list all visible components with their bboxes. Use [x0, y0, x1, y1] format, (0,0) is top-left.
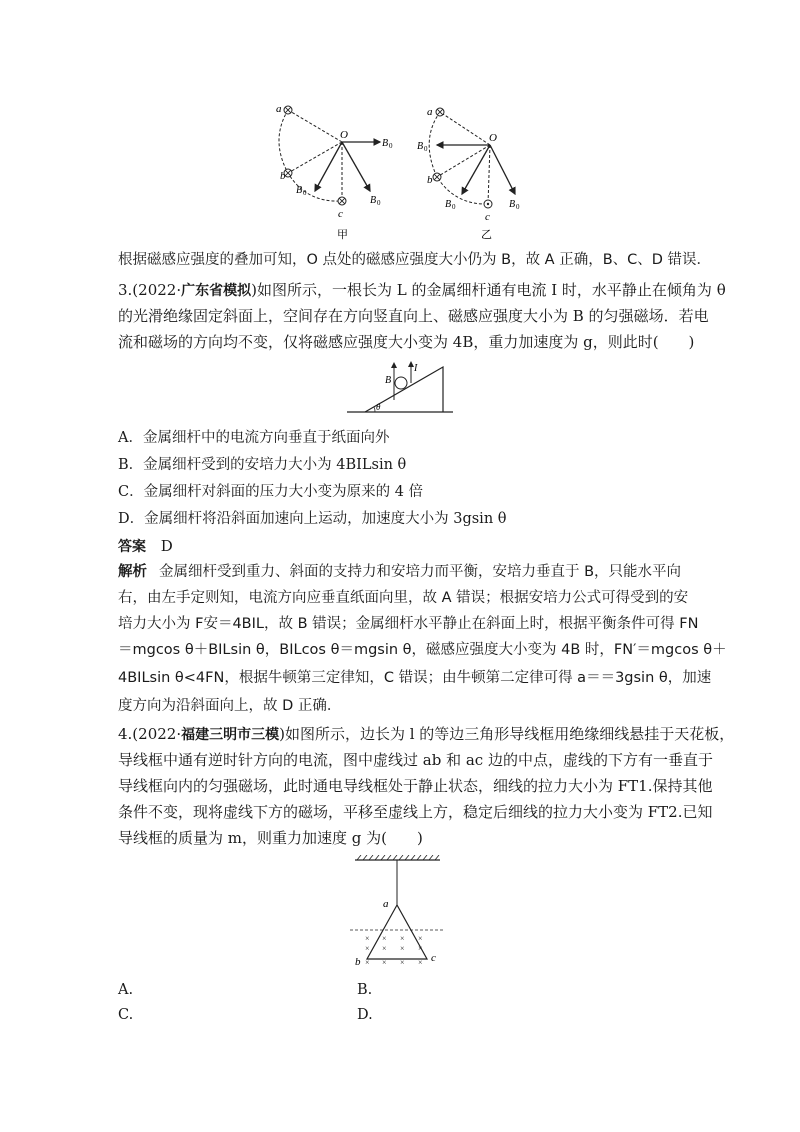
q4-source-suffix: )	[279, 725, 285, 743]
svg-text:a: a	[427, 106, 433, 118]
q3-analysis-line1	[118, 562, 681, 582]
q3-line2: 的光滑绝缘固定斜面上，空间存在方向竖直向上、磁感应强度大小为 B 的匀强磁场．若电	[118, 307, 709, 325]
q3-analysis-line4: ＝mgcos θ＋BILsin θ，BILcos θ＝mgsin θ，磁感应强度大小变为 4B 时，FN′＝mgcos θ＋	[118, 642, 727, 658]
q3-line3: 流和磁场的方向均不变，仅将磁感应强度大小变为 4B，重力加速度为 g，则此时( )	[118, 333, 695, 351]
q4-line2: 导线框中通有逆时针方向的电流，图中虚线过 ab 和 ac 边的中点，虚线的下方有一垂直于	[118, 751, 713, 769]
svg-text:b: b	[280, 170, 286, 182]
answer-value: D	[160, 537, 173, 555]
q4-line1	[118, 724, 734, 745]
svg-text:c: c	[431, 952, 436, 964]
triangle-frame-figure	[345, 855, 455, 973]
svg-text:0: 0	[377, 199, 381, 207]
q4-option-d: D.	[357, 1007, 373, 1023]
svg-text:a: a	[383, 898, 389, 910]
figure-yi	[415, 95, 555, 245]
svg-text:c: c	[338, 208, 343, 220]
svg-text:×: ×	[418, 958, 423, 967]
q3-answer	[118, 536, 173, 557]
svg-text:B: B	[296, 185, 303, 196]
dot-circle-icon	[484, 200, 492, 208]
svg-text:B: B	[370, 195, 377, 206]
cross-circle-icon	[436, 108, 444, 116]
svg-text:b: b	[427, 174, 433, 186]
q3-source-suffix: )	[251, 281, 257, 299]
svg-text:×: ×	[382, 944, 387, 953]
q4-line5: 导线框的质量为 m，则重力加速度 g 为( )	[118, 829, 423, 847]
q3-analysis-line6: 度方向为沿斜面向上，故 D 正确．	[118, 698, 342, 714]
q4-option-a: A.	[118, 982, 134, 998]
answer-label: 答案	[118, 539, 146, 555]
q4-stem-text: 如图所示，边长为 l 的等边三角形导线框用绝缘细线悬挂于天花板，	[284, 725, 735, 743]
cross-circle-icon	[433, 173, 441, 181]
svg-text:×: ×	[400, 934, 405, 943]
svg-text:乙: 乙	[481, 229, 492, 241]
svg-text:×: ×	[400, 944, 405, 953]
q4-option-b: B.	[357, 982, 373, 998]
q3-analysis-line3: 培力大小为 F安＝4BIL，故 B 错误；金属细杆水平静止在斜面上时，根据平衡条件可得 FN	[118, 616, 699, 632]
q3-analysis-line2: 右，由左手定则知，电流方向应垂直纸面向里，故 A 错误；根据安培力公式可得受到的安	[118, 590, 689, 606]
q3-option-d: D．金属细杆将沿斜面加速向上运动，加速度大小为 3gsin θ	[118, 511, 507, 527]
svg-text:×: ×	[382, 958, 387, 967]
q4-source-prefix: 4.(2022·	[118, 725, 182, 743]
svg-text:0: 0	[452, 203, 456, 211]
svg-text:B: B	[382, 138, 389, 149]
svg-text:×: ×	[382, 934, 387, 943]
prev-conclusion: 根据磁感应强度的叠加可知，O 点处的磁感应强度大小仍为 B，故 A 正确，B、C、D 错误．	[118, 252, 712, 268]
svg-text:×: ×	[365, 944, 370, 953]
svg-text:b: b	[355, 956, 361, 968]
q3-option-a: A．金属细杆中的电流方向垂直于纸面向外	[118, 430, 390, 446]
q4-source-place: 福建三明市三模	[181, 727, 280, 743]
svg-text:a: a	[276, 103, 282, 115]
incline-figure	[345, 355, 455, 417]
q3-analysis-line5: 4BILsin θ<4FN，根据牛顿第三定律知，C 错误；由牛顿第二定律可得 a＝＝3gsin θ，加速	[118, 670, 712, 686]
svg-text:B: B	[417, 141, 424, 152]
svg-text:0: 0	[516, 203, 520, 211]
q4-option-c: C.	[118, 1007, 134, 1023]
q3-source-prefix: 3.(2022·	[118, 281, 182, 299]
q3-option-c: C．金属细杆对斜面的压力大小变为原来的 4 倍	[118, 484, 424, 500]
svg-text:甲: 甲	[337, 229, 348, 241]
svg-text:I: I	[414, 363, 418, 374]
q4-line3: 导线框向内的匀强磁场，此时通电导线框处于静止状态，细线的拉力大小为 FT1.保持其他	[118, 777, 713, 795]
svg-text:×: ×	[418, 934, 423, 943]
cross-circle-icon	[284, 106, 292, 114]
q3-stem-text: 如图所示，一根长为 L 的金属细杆通有电流 I 时，水平静止在倾角为 θ	[256, 281, 726, 299]
svg-text:O: O	[489, 132, 497, 144]
svg-text:B: B	[445, 199, 452, 210]
svg-text:0: 0	[303, 189, 307, 197]
svg-text:×: ×	[400, 958, 405, 967]
figure-jia	[270, 95, 410, 245]
svg-text:0: 0	[424, 145, 428, 153]
svg-text:c: c	[485, 211, 490, 223]
svg-text:θ: θ	[376, 402, 381, 412]
q3-line1	[118, 280, 726, 301]
svg-text:0: 0	[389, 142, 393, 150]
svg-text:×: ×	[365, 934, 370, 943]
q4-line4: 条件不变，现将虚线下方的磁场，平移至虚线上方，稳定后细线的拉力大小变为 FT2.已知	[118, 803, 713, 821]
analysis-label: 解析	[118, 564, 147, 580]
q3-option-b: B．金属细杆受到的安培力大小为 4BILsin θ	[118, 457, 407, 473]
analysis-text: 金属细杆受到重力、斜面的支持力和安培力而平衡，安培力垂直于 B，只能水平向	[159, 564, 682, 580]
cross-circle-icon	[338, 197, 346, 205]
svg-text:O: O	[340, 129, 348, 141]
svg-text:B: B	[509, 199, 516, 210]
q3-source-place: 广东省模拟	[181, 283, 252, 299]
svg-text:B: B	[385, 375, 392, 386]
svg-text:×: ×	[418, 944, 423, 953]
svg-text:×: ×	[365, 958, 370, 967]
